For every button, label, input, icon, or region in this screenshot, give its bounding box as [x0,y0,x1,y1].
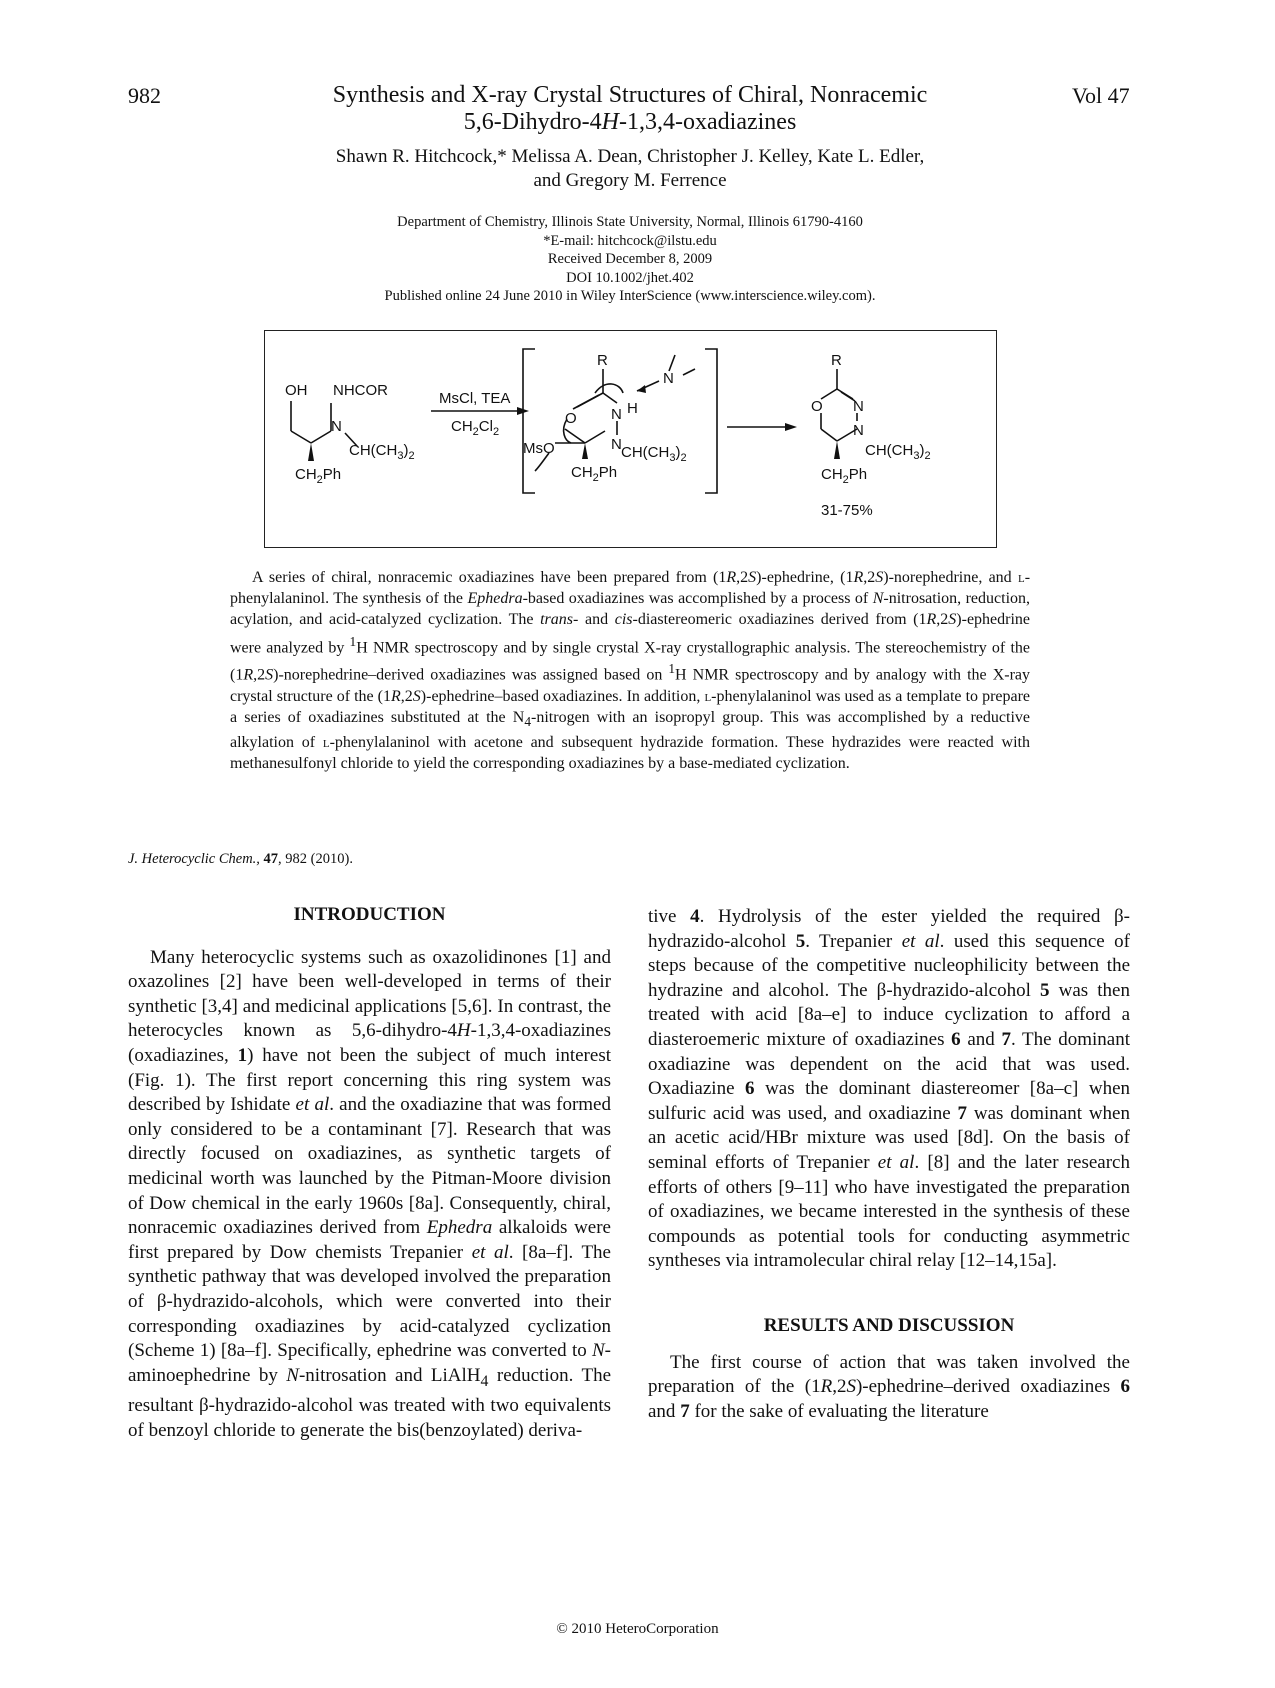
reaction-scheme [264,330,997,548]
citation-line: J. Heterocyclic Chem., 47, 982 (2010). [128,851,353,867]
scheme-r-label-1: R [597,352,608,369]
intro-heading: INTRODUCTION [293,904,446,925]
intro-continuation: tive 4. Hydrolysis of the ester yielded the required β-hydrazido-alcohol 5. Trepanier et al. used this sequence of steps because of the competitive nucleophilicity between the hydrazine and alcohol. The β-hydrazido-alcohol 5 was then treated with acid [8a–e] to induce cyclization to afford a diasteroemeric mixture of oxadiazines 6 and 7. The dominant oxadiazine was dependent on the acid that was used. Oxadiazine 6 was the dominant diastereomer [8a–c] when sulfuric acid was used, and oxadiazine 7 was dominant when an acetic acid/HBr mixture was used [8d]. On the basis of seminal efforts of Trepanier et al. [8] and the later research efforts of others [9–11] who have investigated the preparation of oxadiazines, we became interested in the synthesis of these compounds as potential tools for conducting asymmetric syntheses via intramolecular chiral relay [12–14,15a]. [648,906,1131,1272]
scheme-benzyl-label-2: $CH_2Ph$ [571,464,618,484]
paper-title [300,82,960,136]
scheme-n-label: N [331,418,342,435]
department: Department of Chemistry, Illinois State University, Normal, Illinois 61790-4160 [397,214,863,230]
title-line-1: Synthesis and X-ray Crystal Structures of Chiral, Nonracemic [332,82,928,108]
scheme-n-label-2: N [611,406,622,423]
scheme-yield-label: 31-75% [821,502,873,519]
scheme-base-n-label: N [663,370,674,387]
scheme-n-label-3: N [611,436,622,453]
scheme-isopropyl-label-2: $CH(CH_3)_2$ [621,444,687,464]
scheme-drawing [265,331,998,549]
scheme-isopropyl-label-3: $CH(CH_3)_2$ [865,442,931,462]
abstract: A series of chiral, nonracemic oxadiazines have been prepared from (1R,2S)-ephedrine, (1R,2S)-norephedrine, and l-phenylalaninol. The synthesis of the Ephedra-based oxadiazines was accomplished by a process of N-nitrosation, reduction, acylation, and acid-catalyzed cyclization. The trans- and cis-diastereomeric oxadiazines derived from (1R,2S)-ephedrine were analyzed by $^1$H NMR spectroscopy and by single crystal X-ray crystallographic analysis. The stereochemistry of the (1R,2S)-norephedrine–derived oxadiazines was assigned based on $^1$H NMR spectroscopy and by analogy with the X-ray crystal structure of the (1R,2S)-ephedrine–based oxadiazines. In addition, l-phenylalaninol was used as a template to prepare a series of oxadiazines substituted at the $N_4$-nitrogen with an isopropyl group. This was accomplished by a reductive alkylation of l-phenylalaninol with acetone and subsequent hydrazide formation. These hydrazides were reacted with methanesulfonyl chloride to yield the corresponding oxadiazines by a base-mediated cyclization. [230,569,1031,773]
scheme-r-label-2: R [831,352,842,369]
received-date: Received December 8, 2009 [547,251,713,267]
title-line-2: 5,6-Dihydro-4H-1,3,4-oxadiazines [463,109,797,135]
scheme-n-label-4: N [853,398,864,415]
published-line: Published online 24 June 2010 in Wiley InterScience (www.interscience.wiley.com). [384,288,876,304]
copyright-footer: © 2010 HeteroCorporation [556,1621,719,1637]
scheme-benzyl-label-3: $CH_2Ph$ [821,466,868,486]
scheme-o-label-2: O [811,398,823,415]
scheme-reagent-solvent: $CH_2Cl_2$ [451,418,500,438]
scheme-reagent-top: MsCl, TEA [439,390,511,407]
scheme-benzyl-label-1: $CH_2Ph$ [295,466,342,486]
results-heading: RESULTS AND DISCUSSION [763,1314,1015,1336]
right-column [648,905,1130,1424]
page-number: 982 [128,83,161,108]
affiliation-block [280,213,980,306]
volume-label: Vol 47 [1072,83,1130,108]
scheme-h-label: H [627,400,638,417]
intro-paragraph: Many heterocyclic systems such as oxazolidinones [1] and oxazolines [2] have been well-developed in terms of their synthetic [3,4] and medicinal applications [5,6]. In contrast, the heterocycles known as 5,6-dihydro-4H-1,3,4-oxadiazines (oxadiazines, 1) have not been the subject of much interest (Fig. 1). The first report concerning this ring system was described by Ishidate et al. and the oxadiazine that was formed only considered to be a contaminant [7]. Research that was directly focused on oxadiazines, as synthetic targets of medicinal worth was launched by the Pitman-Moore division of Dow chemical in the early 1960s [8a]. Consequently, chiral, nonracemic oxadiazines derived from Ephedra alkaloids were first prepared by Dow chemists Trepanier et al. [8a–f]. The synthetic pathway that was developed involved the preparation of β-hydrazido-alcohols, which were converted into their corresponding oxadiazines by acid-catalyzed cyclization (Scheme 1) [8a–f]. Specifically, ephedrine was converted to N-aminoephedrine by N-nitrosation and LiAlH$_4$ reduction. The resultant β-hydrazido-alcohol was treated with two equivalents of benzoyl chloride to generate the bis(benzoylated) deriva- [128,946,611,1441]
scheme-nhcor-label: NHCOR [333,382,388,399]
scheme-oh-label: OH [285,382,308,399]
results-paragraph: The first course of action that was taken involved the preparation of the (1R,2S)-ephedrine–derived oxadiazines 6 and 7 for the sake of evaluating the literature [648,1351,1130,1422]
scheme-isopropyl-label-1: $CH(CH_3)_2$ [349,442,415,462]
scheme-o-label-1: O [565,410,577,427]
scheme-mso-label: MsO [523,440,555,457]
left-column [128,904,611,1443]
email: *E-mail: hitchcock@ilstu.edu [543,232,717,249]
scheme-n-label-5: N [853,422,864,439]
author-list: Shawn R. Hitchcock,* Melissa A. Dean, Christopher J. Kelley, Kate L. Edler, and Gregory M. Ferrence [335,146,925,191]
doi: DOI 10.1002/jhet.402 [566,269,694,286]
